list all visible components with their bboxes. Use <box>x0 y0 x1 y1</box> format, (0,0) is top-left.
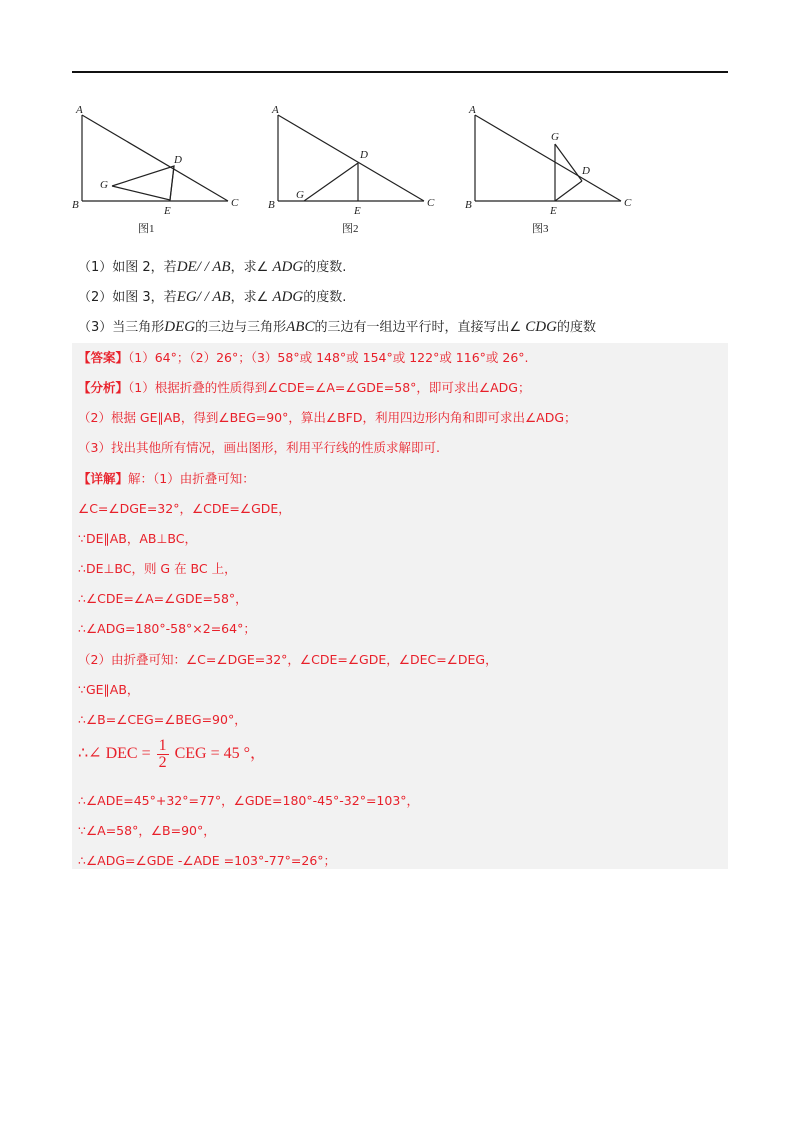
q2-mid: / / <box>196 289 213 305</box>
fig3-label-a: A <box>469 104 476 116</box>
geometry-figures <box>66 98 666 244</box>
answer-line <box>78 348 529 366</box>
fig1-label-c: C <box>231 197 239 209</box>
detail-step-9: ∴∠ADE=45°+32°=77°，∠GDE=180°-45°-32°=103°， <box>78 793 420 808</box>
q3-prefix: （3）当三角形 <box>78 320 165 335</box>
q2-m3: ADG <box>272 289 304 305</box>
q3-mid: 的三边与三角形 <box>195 320 287 335</box>
q1-prefix: （1）如图 2，若 <box>78 260 177 275</box>
q3-m1: DEG <box>164 319 196 335</box>
q3-suffix: 的度数 <box>556 320 596 335</box>
question-3 <box>78 316 596 336</box>
q1-mid2: ，求∠ <box>230 260 273 275</box>
detail-step-5: ∴∠ADG=180°-58°×2=64°； <box>78 621 256 636</box>
q3-mid2: 的三边有一组边平行时，直接写出∠ <box>314 320 526 335</box>
q2-m1: EG <box>176 289 197 305</box>
fig2-label-b: B <box>268 199 275 211</box>
figure-2 <box>268 104 435 235</box>
question-2 <box>78 286 346 306</box>
detail-tag: 【详解】 <box>78 471 129 486</box>
fig3-label-g: G <box>551 131 559 143</box>
analysis-text-1: （1）根据折叠的性质得到∠CDE=∠A=∠GDE=58°，即可求出∠ADG； <box>128 380 531 395</box>
q3-m3: CDG <box>525 319 557 335</box>
fig2-label-g: G <box>296 189 304 201</box>
analysis-line-2: （2）根据 GE∥AB，得到∠BEG=90°，算出∠BFD，利用四边形内角和即可求出∠ADG； <box>78 410 577 425</box>
fig3-label-b: B <box>465 199 472 211</box>
q2-suffix: 的度数. <box>303 290 347 305</box>
detail-step-4: ∴∠CDE=∠A=∠GDE=58°， <box>78 591 248 606</box>
fig2-label-d: D <box>360 149 368 161</box>
q2-m2: AB <box>212 289 231 305</box>
figure-3 <box>465 104 632 235</box>
fraction-numerator: 1 <box>158 737 167 754</box>
fig2-label-e: E <box>354 205 361 217</box>
detail-step-11: ∴∠ADG=∠GDE -∠ADE =103°-77°=26°； <box>78 853 337 868</box>
q1-mid: / / <box>196 259 213 275</box>
figures-row <box>66 98 666 244</box>
fig1-label-d: D <box>174 154 182 166</box>
fraction-post: CEG = 45 °， <box>174 745 267 763</box>
question-1 <box>78 256 346 276</box>
fig3-label-c: C <box>624 197 632 209</box>
fig1-label-b: B <box>72 199 79 211</box>
fraction-one-half <box>157 738 169 771</box>
q2-prefix: （2）如图 3，若 <box>78 290 177 305</box>
fraction-denominator: 2 <box>158 754 167 771</box>
q1-m3: ADG <box>272 259 304 275</box>
fig3-label-d: D <box>582 165 590 177</box>
figure-1 <box>72 104 239 235</box>
fig2-caption: 图2 <box>342 223 359 235</box>
fig1-label-e: E <box>164 205 171 217</box>
detail-step-2: ∵DE∥AB，AB⊥BC， <box>78 531 197 546</box>
detail-intro: 解：（1）由折叠可知： <box>128 471 255 486</box>
detail-step-8: ∴∠B=∠CEG=∠BEG=90°， <box>78 712 247 727</box>
analysis-line-1 <box>78 378 531 396</box>
detail-step-10: ∵∠A=58°，∠B=90°， <box>78 823 216 838</box>
fig2-label-c: C <box>427 197 435 209</box>
q1-m1: DE <box>176 259 197 275</box>
header-rule <box>72 71 728 73</box>
detail-step-6: （2）由折叠可知：∠C=∠DGE=32°，∠CDE=∠GDE，∠DEC=∠DEG， <box>78 652 498 667</box>
analysis-tag: 【分析】 <box>78 380 129 395</box>
q2-mid2: ，求∠ <box>230 290 273 305</box>
fig1-label-g: G <box>100 179 108 191</box>
fig1-label-a: A <box>76 104 83 116</box>
q1-suffix: 的度数. <box>303 260 347 275</box>
q1-m2: AB <box>212 259 231 275</box>
q3-m2: ABC <box>286 319 315 335</box>
fraction-equation <box>78 738 266 771</box>
fig3-label-e: E <box>550 205 557 217</box>
detail-step-1: ∠C=∠DGE=32°，∠CDE=∠GDE， <box>78 501 291 516</box>
detail-step-7: ∵GE∥AB， <box>78 682 140 697</box>
detail-step-3: ∴DE⊥BC，则 G 在 BC 上， <box>78 561 237 576</box>
detail-intro-line <box>78 469 255 487</box>
answer-tag: 【答案】 <box>78 350 129 365</box>
analysis-line-3: （3）找出其他所有情况，画出图形，利用平行线的性质求解即可. <box>78 440 440 455</box>
fig2-label-a: A <box>272 104 279 116</box>
fig3-caption: 图3 <box>532 223 549 235</box>
fig1-caption: 图1 <box>138 223 155 235</box>
answer-text: （1）64°；（2）26°；（3）58°或 148°或 154°或 122°或 116°或 26°. <box>128 350 529 365</box>
fraction-pre: ∴∠ DEC = <box>78 745 151 763</box>
